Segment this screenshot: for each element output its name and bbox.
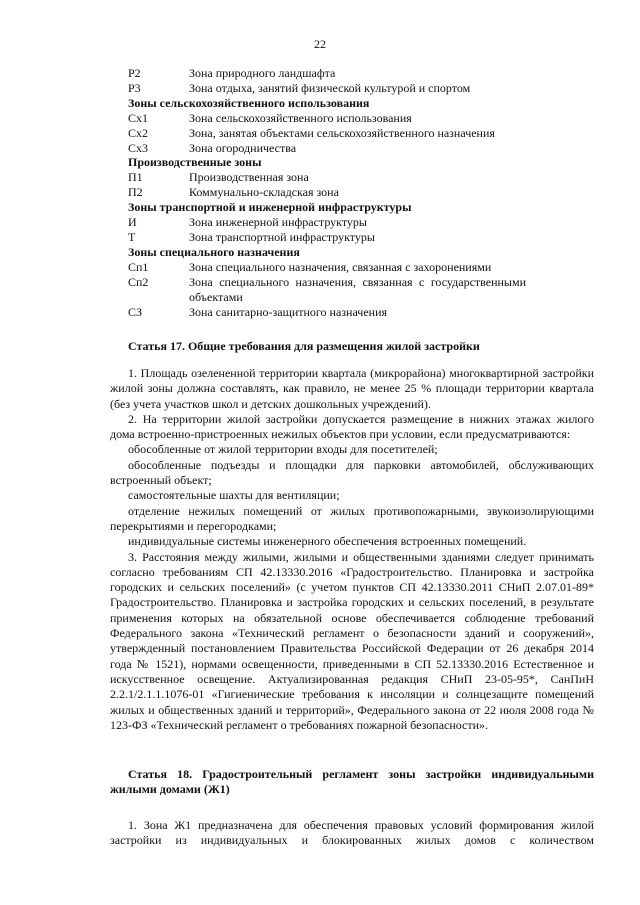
zone-row (128, 275, 526, 290)
page-number: 22 (314, 37, 326, 51)
zone-row (128, 305, 526, 320)
zone-name: Зона отдыха, занятий физической культурой и спортом (189, 80, 471, 95)
list-item: обособленные подъезды и площадки для парковки автомобилей, обслуживающих встроенный объект; (110, 457, 594, 488)
zone-name: Зона инженерной инфраструктуры (189, 215, 367, 230)
zone-name: Зона транспортной инфраструктуры (189, 229, 375, 244)
paragraph: 3. Расстояния между жилыми, жилыми и общественными зданиями следует принимать согласно требованиям СП 42.13330.2016 «Градостроительство. Планировка и застройка городских и сельских поселений» (с учетом пунктов СП 42.13330.2011 СНиП 2.07.01-89* Градостроительство. Планировка и застройка городских и сельских поселений, в результате применения которых на обязательной основе обеспечивается соблюдение требований Федерального закона «Технический регламент о безопасности зданий и сооружений», утвержденный постановлением Правительства Российской Федерации от 26 декабря 2014 года № 1521), нормами освещенности, приведенными в СП 52.13330.2016 Естественное и искусственное освещение. Актуализированная редакция СНиП 23-05-95*, СанПиН 2.2.1/2.1.1.1076-01 «Гигиенические требования к инсоляции и солнцезащите помещений жилых и общественных зданий и территорий», Федерального закона от 22 июля 2008 года № 123-ФЗ «Технический регламент о требованиях пожарной безопасности». (110, 549, 594, 732)
list-item: обособленные от жилой территории входы для посетителей; (128, 442, 438, 457)
paragraph: 1. Зона Ж1 предназначена для обеспечения правовых условий формирования жилой застройки из индивидуальных и блокированных жилых домов с количеством (110, 818, 594, 848)
paragraph: 1. Площадь озелененной территории квартала (микрорайона) многоквартирной застройки жилой зоны должна составлять, как правило, не менее 25 % площади территории квартала (без учета участков школ и детских дошкольных учреждений). (110, 366, 594, 411)
zone-group-heading: Зоны сельскохозяйственного использования (128, 95, 370, 110)
zone-group-heading: Производственные зоны (128, 155, 262, 170)
zone-name: Производственная зона (189, 170, 309, 185)
zone-row (128, 185, 526, 200)
article-17-body (110, 366, 594, 733)
zone-row (128, 170, 526, 185)
zone-code: Сп2 (128, 274, 149, 289)
zone-name: Зона специального назначения, связанная с государственными (189, 274, 526, 289)
zone-code: Сп1 (128, 259, 149, 274)
zone-group-heading: Зоны транспортной и инженерной инфраструктуры (128, 200, 412, 215)
zone-code: П1 (128, 170, 143, 185)
zone-row (128, 111, 526, 126)
zone-code: Р2 (128, 66, 141, 80)
zone-name: Коммунально-складская зона (189, 185, 339, 200)
paragraph: 2. На территории жилой застройки допускается размещение в нижних этажах жилого дома встроенно-пристроенных нежилых объектов при условии, если предусматриваются: (110, 411, 594, 442)
zone-code: Сх3 (128, 140, 149, 155)
zone-row (128, 141, 526, 156)
zone-name: Зона санитарно-защитного назначения (189, 304, 388, 319)
zone-name-continuation: объектами (189, 289, 243, 304)
list-item: самостоятельные шахты для вентиляции; (128, 488, 340, 503)
article-18-body (110, 818, 594, 849)
article-18-title: Статья 18. Градостроительный регламент зоны застройки индивидуальными жилыми домами (Ж1) (110, 767, 594, 796)
zone-row (128, 260, 526, 275)
zone-row (128, 230, 526, 245)
zone-row (128, 215, 526, 230)
zone-code: И (128, 215, 137, 230)
list-item: отделение нежилых помещений от жилых противопожарными, звукоизолирующими перекрытиями и перегородками; (110, 503, 594, 533)
article-17-title: Статья 17. Общие требования для размещения жилой застройки (128, 339, 480, 353)
zone-name: Зона огородничества (189, 140, 297, 155)
zone-row (128, 81, 526, 96)
zone-code: СЗ (128, 304, 143, 319)
zone-code: Р3 (128, 80, 141, 95)
zone-code: Сх1 (128, 110, 149, 125)
zone-name: Зона сельскохозяйственного использования (189, 110, 412, 125)
zone-row (128, 126, 526, 141)
zone-code: П2 (128, 185, 143, 200)
zone-name: Зона природного ландшафта (189, 66, 336, 80)
zone-code: Сх2 (128, 125, 149, 140)
zone-group-heading: Зоны специального назначения (128, 244, 300, 259)
zone-row (128, 66, 526, 81)
zone-name: Зона специального назначения, связанная с захоронениями (189, 259, 492, 274)
zone-name: Зона, занятая объектами сельскохозяйственного назначения (189, 125, 495, 140)
zone-code: Т (128, 229, 136, 244)
list-item: индивидуальные системы инженерного обеспечения встроенных помещений. (128, 534, 527, 549)
zone-list (128, 66, 526, 319)
